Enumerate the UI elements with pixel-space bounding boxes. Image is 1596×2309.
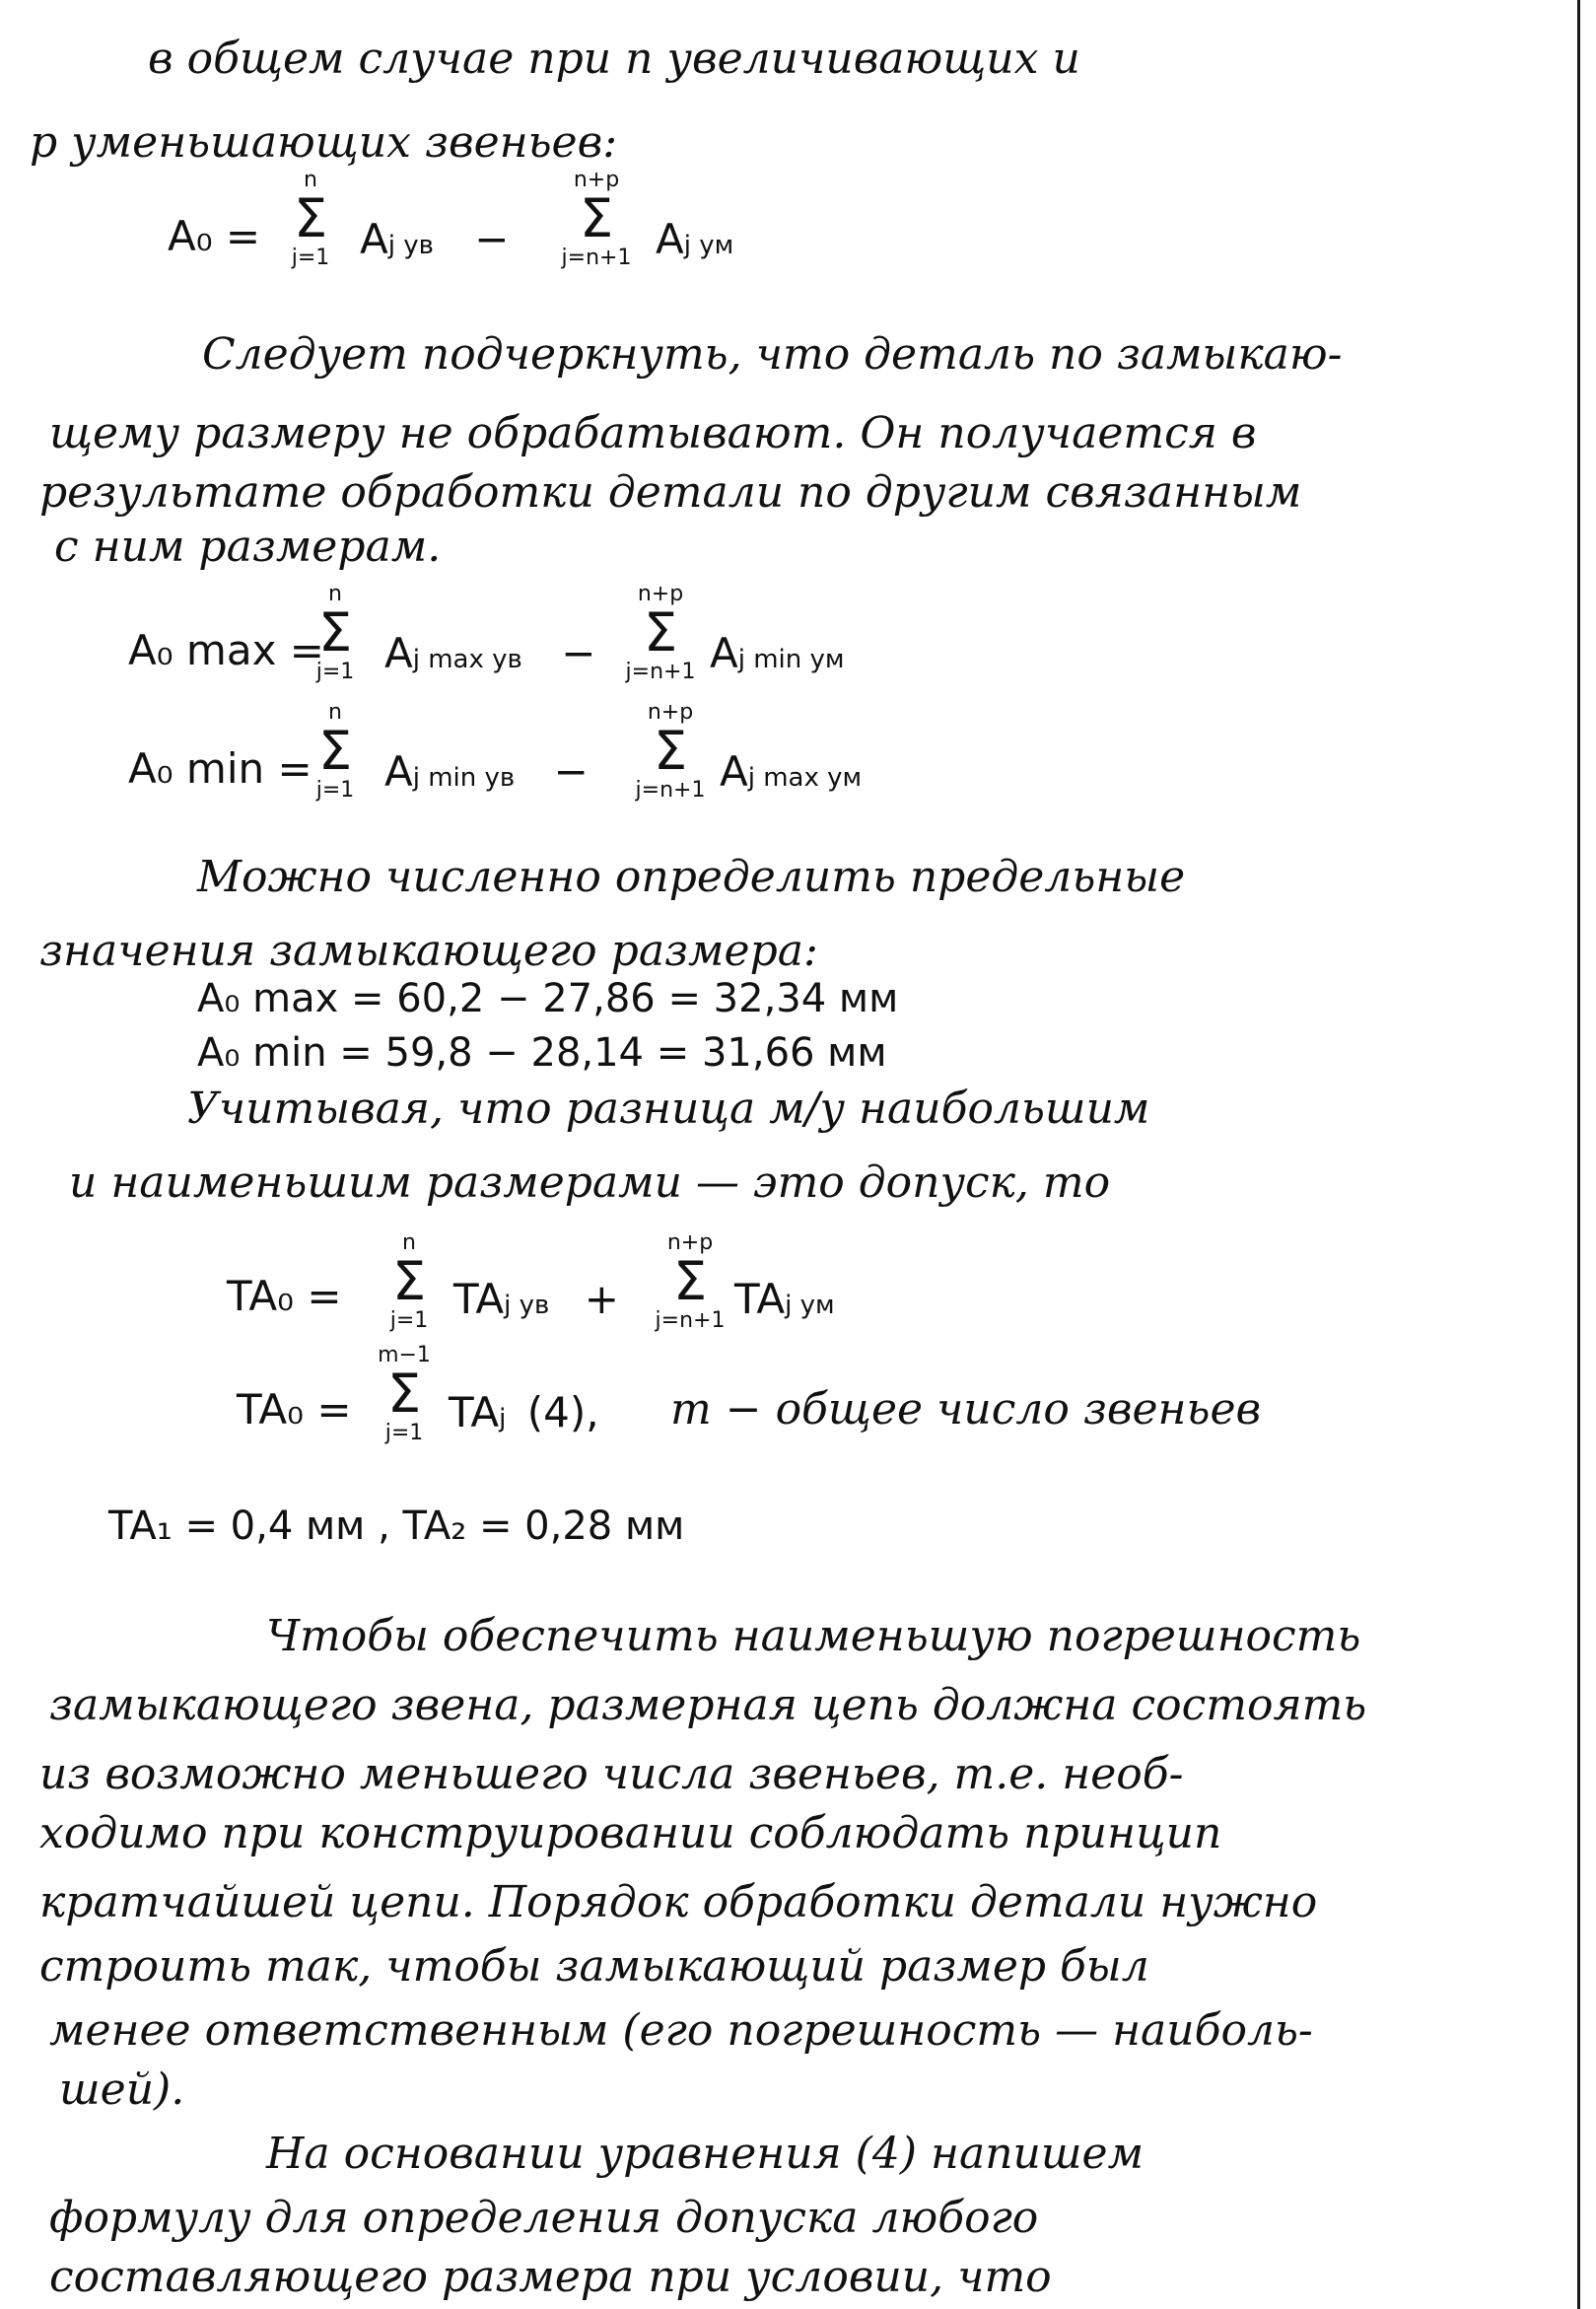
sum-symbol-1: n Σ j=1 — [291, 168, 330, 270]
text-line: Чтобы обеспечить наименьшую погрешность — [266, 1611, 1361, 1661]
text-line: из возможно меньшего числа звеньев, т.е. необ- — [39, 1749, 1184, 1799]
formula-lhs: A₀ = — [168, 212, 261, 260]
text-line: составляющего размера при условии, что — [49, 2252, 1052, 2302]
page-margin-line — [1577, 0, 1580, 2309]
text-line: Следует подчеркнуть, что деталь по замыкаю- — [202, 329, 1343, 380]
text-line: с ним размерам. — [54, 522, 442, 572]
formula-tolerance-total: TA₀ = — [237, 1385, 352, 1434]
sum-symbol-9: m−1 Σ j=1 — [378, 1343, 431, 1445]
text-line: в общем случае при n увеличивающих и — [148, 34, 1080, 84]
text-line: Учитывая, что разница м/у наибольшим — [187, 1084, 1150, 1134]
formula-a0-max: A₀ max = — [128, 626, 324, 674]
text-line: кратчайшей цепи. Порядок обработки детали нужно — [39, 1877, 1318, 1927]
text-line: менее ответственным (его погрешность — наиболь- — [49, 2005, 1313, 2056]
text-line: результате обработки детали по другим связанным — [39, 467, 1302, 518]
sum-symbol-5: n Σ j=1 — [315, 700, 355, 803]
formula-note: m − общее число звеньев — [670, 1384, 1262, 1434]
calc-a0-min: A₀ min = 59,8 − 28,14 = 31,66 мм — [197, 1030, 887, 1076]
formula-term-1: Aj ув − — [360, 215, 510, 263]
formula-closing-link — [168, 212, 260, 260]
text-line: На основании уравнения (4) напишем — [266, 2129, 1145, 2179]
sum-symbol-8: n+p Σ j=n+1 — [655, 1230, 726, 1333]
text-line: шей). — [59, 2064, 185, 2115]
formula-term-5: Aj min ув − — [384, 747, 589, 796]
sum-symbol-4: n+p Σ j=n+1 — [625, 582, 696, 684]
formula-term-8: TAj ум — [734, 1275, 835, 1323]
text-line: формулу для определения допуска любого — [49, 2193, 1039, 2243]
text-line: p уменьшающих звеньев: — [30, 117, 618, 168]
text-line: значения замыкающего размера: — [39, 926, 818, 976]
formula-tolerance-sum: TA₀ = — [227, 1272, 342, 1320]
sum-symbol-3: n Σ j=1 — [315, 582, 355, 684]
sum-symbol-2: n+p Σ j=n+1 — [561, 168, 632, 270]
sum-symbol-7: n Σ j=1 — [389, 1230, 429, 1333]
formula-term-9: TAj (4), — [449, 1388, 599, 1436]
formula-a0-min: A₀ min = — [128, 744, 312, 793]
formula-term-2: Aj ум — [656, 215, 734, 263]
text-line: ходимо при конструировании соблюдать принцип — [39, 1808, 1222, 1858]
formula-term-3: Aj max ув − — [384, 629, 596, 677]
tolerance-values: TA₁ = 0,4 мм , TA₂ = 0,28 мм — [108, 1504, 685, 1549]
text-line: строить так, чтобы замыкающий размер был — [39, 1941, 1149, 1992]
calc-a0-max: A₀ max = 60,2 − 27,86 = 32,34 мм — [197, 976, 899, 1021]
formula-term-7: TAj ув + — [453, 1275, 619, 1323]
text-line: замыкающего звена, размерная цепь должна состоять — [49, 1680, 1367, 1730]
text-line: и наименьшим размерами — это допуск, то — [69, 1157, 1111, 1208]
text-line: щему размеру не обрабатывают. Он получается в — [49, 408, 1257, 458]
formula-term-4: Aj min ум — [710, 629, 845, 677]
formula-term-6: Aj max ум — [720, 747, 863, 796]
text-line: Можно численно определить предельные — [197, 852, 1186, 902]
sum-symbol-6: n+p Σ j=n+1 — [635, 700, 706, 803]
